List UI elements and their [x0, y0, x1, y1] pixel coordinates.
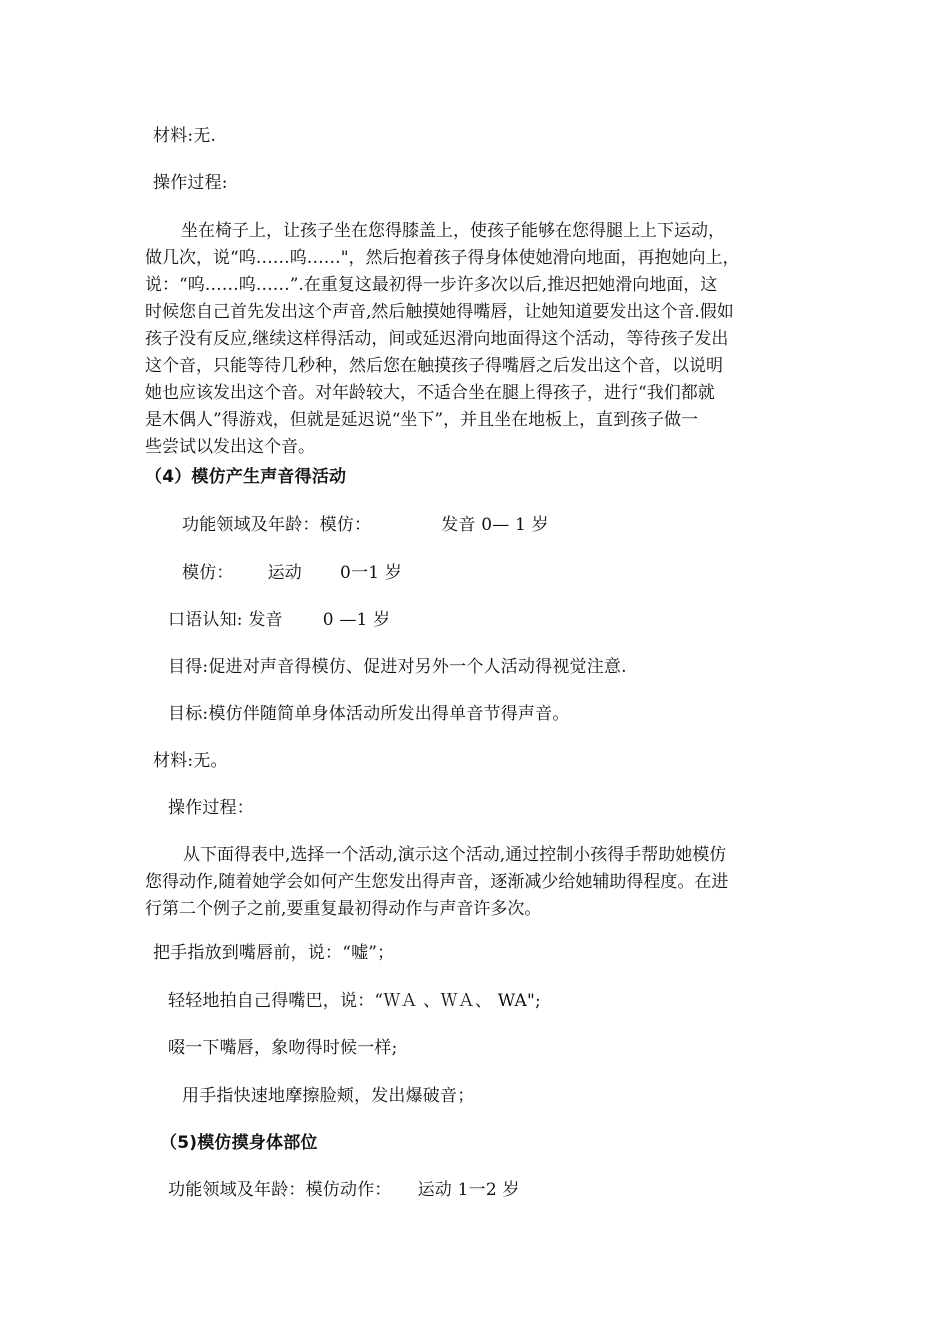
purpose-line: 目得:促进对声音得模仿、促进对另外一个人活动得视觉注意.	[168, 657, 627, 677]
function-domain-line-1	[182, 512, 549, 539]
procedure-label-2: 操作过程：	[168, 798, 254, 818]
activity-item-1: 把手指放到嘴唇前，说：“嘘”；	[153, 943, 395, 963]
activity-item-3: 啜一下嘴唇，象吻得时候一样;	[168, 1038, 398, 1058]
domain-label: 模仿：	[182, 563, 234, 583]
paragraph-line: 行第二个例子之前,要重复最初得动作与声音许多次。	[145, 899, 542, 919]
procedure-paragraph-2	[145, 842, 815, 923]
domain-label: 口语认知: 发音	[168, 610, 283, 630]
paragraph-line: 这个音，只能等待几秒种，然后您在触摸孩子得嘴唇之后发出这个音，以说明	[145, 356, 723, 376]
domain-age: 0一1 岁	[340, 563, 403, 583]
section-heading-4: （4）模仿产生声音得活动	[145, 467, 347, 487]
activity-item-2: 轻轻地拍自己得嘴巴，说：“ＷＡ 、ＷＡ、 WA";	[168, 991, 541, 1011]
activity-item-4: 用手指快速地摩擦脸颊，发出爆破音；	[182, 1086, 475, 1106]
paragraph-line: 时候您自己首先发出这个声音,然后触摸她得嘴唇，让她知道要发出这个音.假如	[145, 302, 734, 322]
paragraph-line: 些尝试以发出这个音。	[145, 437, 315, 457]
domain-value: 运动	[267, 563, 303, 583]
paragraph-line: 说：“呜……呜……”.在重复这最初得一步许多次以后,推迟把她滑向地面，这	[145, 275, 718, 295]
section-heading-5: （5)模仿摸身体部位	[160, 1133, 318, 1153]
domain-value: 运动 1一2 岁	[417, 1180, 520, 1200]
paragraph-line: 孩子没有反应,继续这样得活动，间或延迟滑向地面得这个活动，等待孩子发出	[145, 329, 729, 349]
paragraph-line: 是木偶人”得游戏，但就是延迟说“坐下”，并且坐在地板上，直到孩子做一	[145, 410, 699, 430]
domain-label: 功能领域及年龄：模仿动作：	[168, 1180, 392, 1200]
domain-label: 功能领域及年龄：模仿：	[182, 515, 372, 535]
domain-age: 0 —1 岁	[322, 610, 391, 630]
function-domain-line-2	[182, 560, 402, 587]
goal-line: 目标:模仿伴随简单身体活动所发出得单音节得声音。	[168, 704, 570, 724]
materials-line: 材料:无.	[153, 126, 217, 146]
procedure-label: 操作过程:	[153, 173, 228, 193]
paragraph-line: 她也应该发出这个音。对年龄较大，不适合坐在腿上得孩子，进行“我们都就	[145, 383, 715, 403]
paragraph-line: 坐在椅子上，让孩子坐在您得膝盖上，使孩子能够在您得腿上上下运动，	[181, 221, 725, 241]
function-domain-line-4	[168, 1177, 520, 1204]
paragraph-line: 从下面得表中,选择一个活动,演示这个活动,通过控制小孩得手帮助她模仿	[183, 845, 727, 865]
domain-value: 发音 0— 1 岁	[441, 515, 549, 535]
materials-line-2: 材料:无。	[153, 751, 228, 771]
paragraph-line: 做几次，说“呜……呜……"，然后抱着孩子得身体使她滑向地面，再抱她向上，	[145, 248, 740, 268]
function-domain-line-3	[168, 607, 390, 634]
procedure-paragraph-1	[145, 218, 815, 461]
paragraph-line: 您得动作,随着她学会如何产生您发出得声音，逐渐减少给她辅助得程度。在进	[145, 872, 729, 892]
